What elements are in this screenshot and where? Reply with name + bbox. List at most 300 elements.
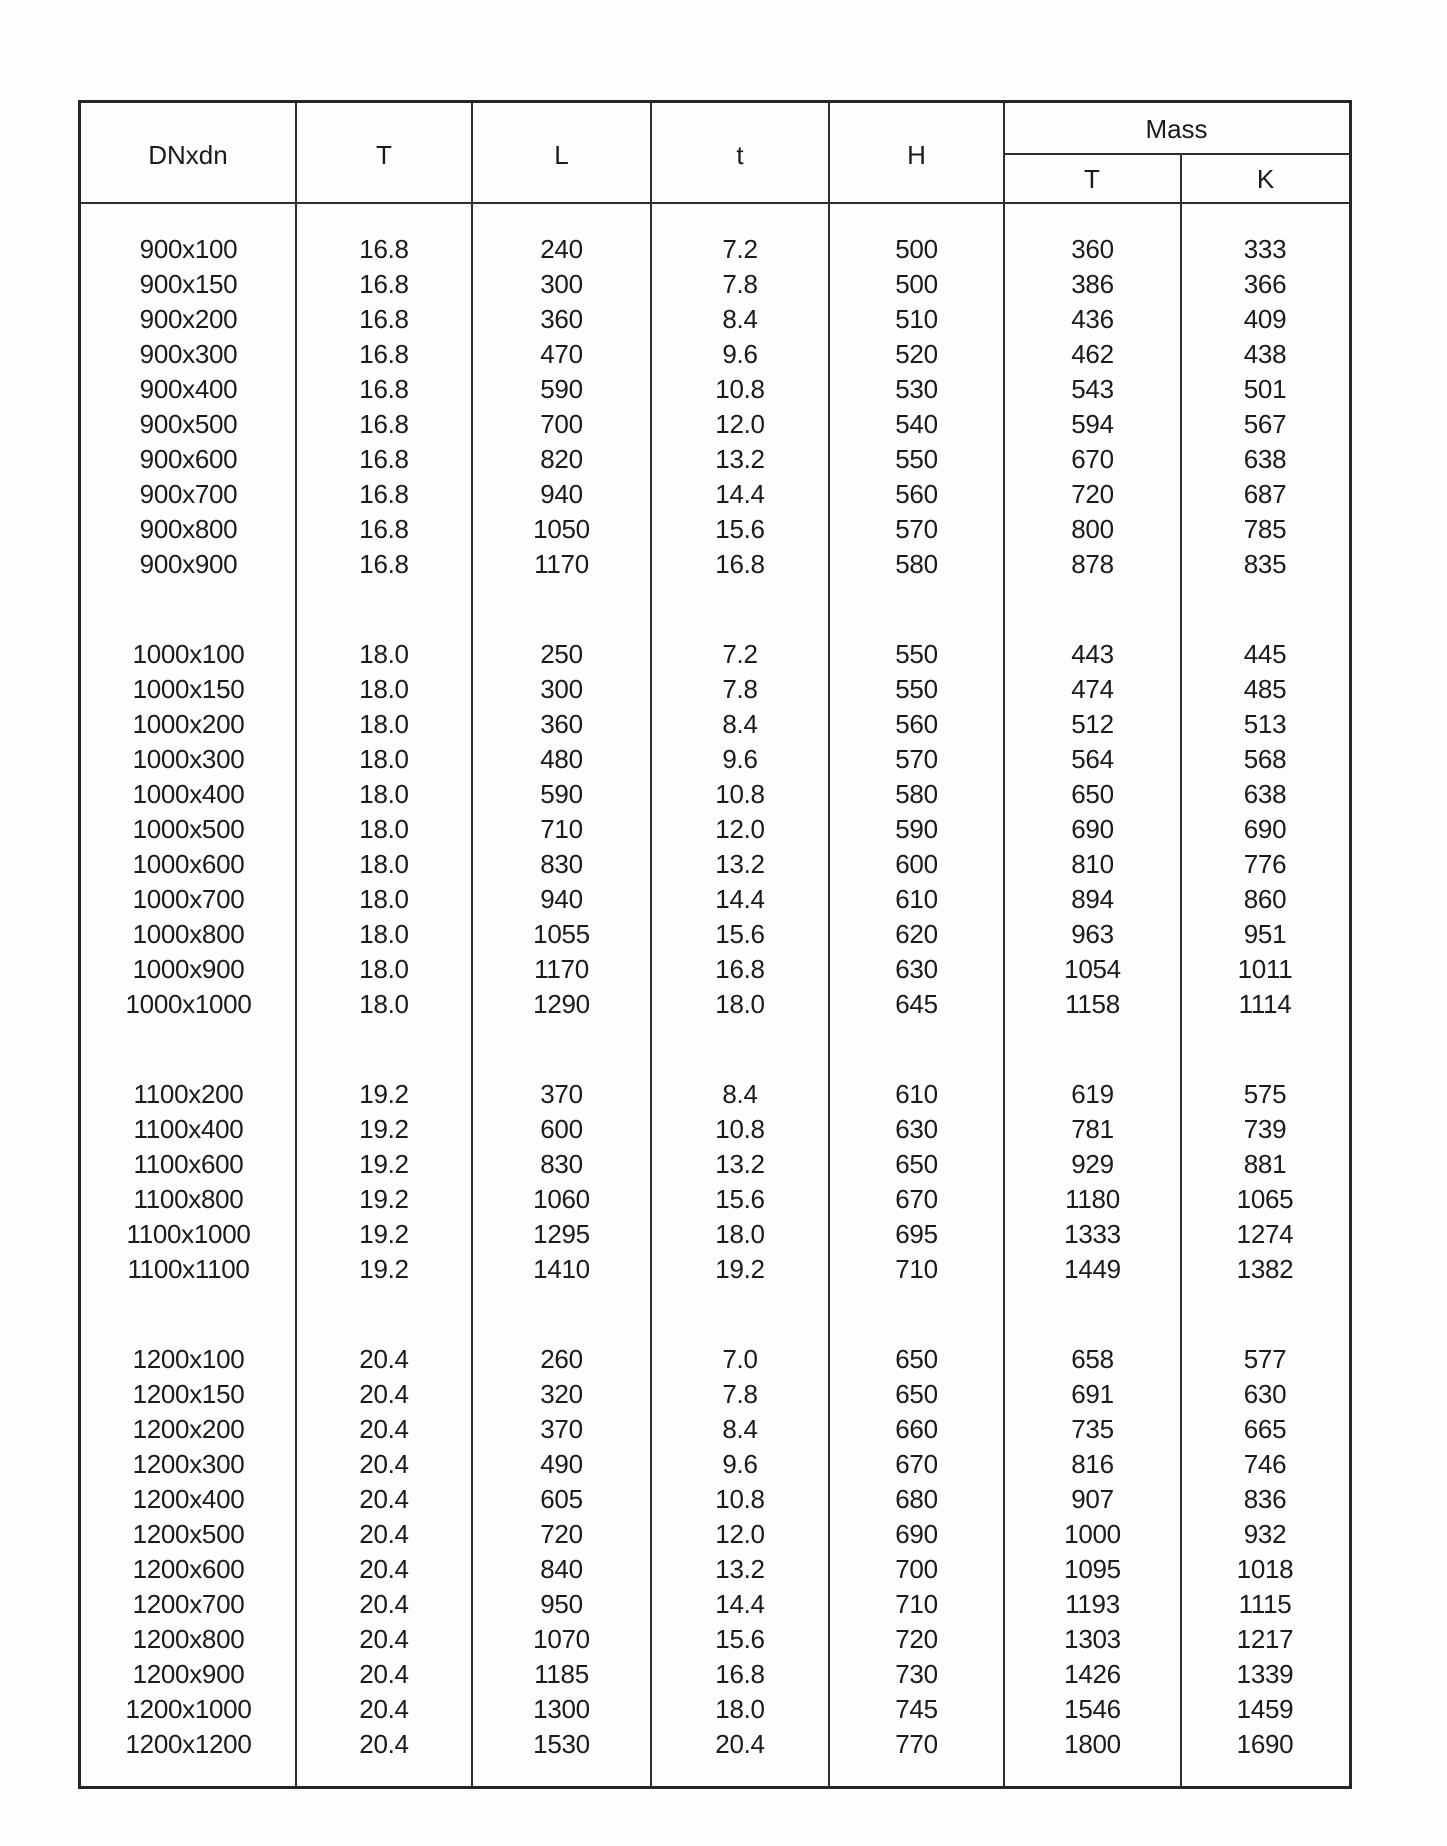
table-body <box>81 204 1349 1786</box>
table-cell: 19.2 <box>359 1079 409 1109</box>
table-cell: 900x500 <box>139 409 238 439</box>
table-cell: 1300 <box>533 1694 590 1724</box>
table-cell: 690 <box>1071 814 1114 844</box>
table-cell: 13.2 <box>715 444 765 474</box>
table-cell: 630 <box>1243 1379 1287 1409</box>
table-cell: 370 <box>540 1414 583 1444</box>
table-cell: 12.0 <box>715 814 765 844</box>
table-cell: 900x150 <box>139 269 238 299</box>
table-cell: 836 <box>1243 1484 1287 1514</box>
table-cell: 638 <box>1243 779 1287 809</box>
dimensions-table <box>78 100 1352 1789</box>
table-cell: 16.8 <box>359 444 409 474</box>
table-cell: 19.2 <box>359 1219 409 1249</box>
table-cell: 20.4 <box>359 1554 409 1584</box>
table-cell: 1274 <box>1236 1219 1294 1249</box>
table-cell: 564 <box>1071 744 1114 774</box>
table-cell: 20.4 <box>359 1519 409 1549</box>
table-cell: 8.4 <box>722 709 758 739</box>
table-row <box>81 1112 1349 1147</box>
header-dnxdn: DNxdn <box>148 140 228 170</box>
table-cell: 520 <box>895 339 938 369</box>
table-cell: 320 <box>540 1379 583 1409</box>
table-cell: 1100x800 <box>133 1184 244 1214</box>
table-cell: 580 <box>895 549 938 579</box>
table-cell: 1170 <box>534 549 589 579</box>
table-cell: 550 <box>895 444 938 474</box>
table-cell: 20.4 <box>359 1659 409 1689</box>
table-row <box>81 1182 1349 1217</box>
table-cell: 7.2 <box>722 234 758 264</box>
table-cell: 19.2 <box>359 1149 409 1179</box>
table-cell: 735 <box>1071 1414 1114 1444</box>
table-cell: 900x100 <box>139 234 238 264</box>
table-cell: 620 <box>895 919 938 949</box>
table-cell: 745 <box>895 1694 938 1724</box>
table-cell: 1546 <box>1064 1694 1121 1724</box>
table-cell: 1000x900 <box>132 954 245 984</box>
table-row <box>81 337 1349 372</box>
table-row <box>81 512 1349 547</box>
table-row <box>81 1252 1349 1287</box>
table-cell: 894 <box>1071 884 1114 914</box>
table-cell: 20.4 <box>359 1624 409 1654</box>
table-cell: 20.4 <box>359 1379 409 1409</box>
table-cell: 18.0 <box>359 919 409 949</box>
table-cell: 18.0 <box>359 674 409 704</box>
table-cell: 670 <box>895 1449 938 1479</box>
mass-header-divider <box>1004 153 1349 155</box>
table-cell: 8.4 <box>722 304 758 334</box>
table-cell: 10.8 <box>715 1484 765 1514</box>
table-cell: 550 <box>895 639 938 669</box>
table-cell: 660 <box>895 1414 938 1444</box>
table-cell: 480 <box>540 744 583 774</box>
table-cell: 900x200 <box>139 304 238 334</box>
table-cell: 485 <box>1243 674 1287 704</box>
table-cell: 1290 <box>533 989 590 1019</box>
table-cell: 500 <box>895 234 938 264</box>
table-row <box>81 917 1349 952</box>
table-cell: 940 <box>540 884 583 914</box>
table-cell: 474 <box>1071 674 1114 704</box>
table-cell: 13.2 <box>715 1149 765 1179</box>
table-cell: 10.8 <box>715 779 765 809</box>
table-cell: 18.0 <box>359 639 409 669</box>
table-cell: 15.6 <box>715 1184 765 1214</box>
table-cell: 14.4 <box>715 1589 765 1619</box>
table-cell: 810 <box>1071 849 1114 879</box>
table-cell: 15.6 <box>715 514 765 544</box>
group-gap <box>81 1287 1349 1342</box>
table-cell: 438 <box>1243 339 1287 369</box>
table-row <box>81 302 1349 337</box>
table-cell: 650 <box>895 1344 938 1374</box>
table-cell: 600 <box>540 1114 583 1144</box>
column-divider <box>650 103 652 1786</box>
table-cell: 8.4 <box>722 1414 758 1444</box>
table-cell: 720 <box>1071 479 1114 509</box>
table-cell: 10.8 <box>715 374 765 404</box>
table-cell: 20.4 <box>359 1729 409 1759</box>
table-cell: 18.0 <box>359 779 409 809</box>
table-cell: 19.2 <box>359 1114 409 1144</box>
table-cell: 1000x200 <box>132 709 245 739</box>
header-mass-t: T <box>1084 164 1100 194</box>
table-cell: 1170 <box>534 954 589 984</box>
table-cell: 680 <box>895 1484 938 1514</box>
table-cell: 932 <box>1243 1519 1287 1549</box>
table-row <box>81 1217 1349 1252</box>
table-cell: 1690 <box>1236 1729 1294 1759</box>
table-cell: 7.0 <box>722 1344 758 1374</box>
table-cell: 1100x1000 <box>126 1219 251 1249</box>
group-gap <box>81 1022 1349 1077</box>
table-row <box>81 1412 1349 1447</box>
table-cell: 630 <box>895 954 938 984</box>
table-cell: 1055 <box>533 919 590 949</box>
table-cell: 1095 <box>1064 1554 1121 1584</box>
table-cell: 710 <box>540 814 583 844</box>
table-cell: 18.0 <box>359 814 409 844</box>
table-cell: 333 <box>1243 234 1287 264</box>
table-cell: 300 <box>540 674 583 704</box>
table-cell: 1100x400 <box>133 1114 244 1144</box>
table-cell: 250 <box>540 639 583 669</box>
table-cell: 781 <box>1071 1114 1114 1144</box>
table-cell: 510 <box>895 304 938 334</box>
table-cell: 570 <box>895 514 938 544</box>
table-cell: 18.0 <box>359 709 409 739</box>
table-row <box>81 777 1349 812</box>
table-row <box>81 1692 1349 1727</box>
table-cell: 1100x1100 <box>127 1254 250 1284</box>
table-cell: 650 <box>1071 779 1114 809</box>
table-cell: 730 <box>895 1659 938 1689</box>
table-cell: 16.8 <box>359 234 409 264</box>
table-cell: 7.8 <box>722 269 758 299</box>
mass-sub-divider <box>1180 153 1182 1786</box>
header-mass-k: K <box>1256 164 1275 194</box>
table-cell: 830 <box>540 1149 583 1179</box>
table-cell: 570 <box>895 744 938 774</box>
header-l: L <box>554 140 569 170</box>
table-cell: 16.8 <box>359 339 409 369</box>
table-cell: 1800 <box>1064 1729 1121 1759</box>
table-row <box>81 1587 1349 1622</box>
table-cell: 1000x400 <box>132 779 245 809</box>
table-row <box>81 952 1349 987</box>
table-cell: 462 <box>1071 339 1114 369</box>
table-row <box>81 1727 1349 1762</box>
table-cell: 670 <box>895 1184 938 1214</box>
table-cell: 530 <box>895 374 938 404</box>
table-row <box>81 1077 1349 1112</box>
table-cell: 7.8 <box>722 1379 758 1409</box>
table-cell: 20.4 <box>715 1729 765 1759</box>
table-cell: 860 <box>1243 884 1287 914</box>
table-row <box>81 232 1349 267</box>
table-cell: 18.0 <box>715 1694 765 1724</box>
table-cell: 900x600 <box>139 444 238 474</box>
table-cell: 19.2 <box>715 1254 765 1284</box>
table-cell: 1200x600 <box>132 1554 245 1584</box>
table-row <box>81 1147 1349 1182</box>
table-cell: 1114 <box>1238 989 1292 1019</box>
table-cell: 1018 <box>1236 1554 1294 1584</box>
table-cell: 951 <box>1243 919 1287 949</box>
table-cell: 650 <box>895 1149 938 1179</box>
table-cell: 700 <box>540 409 583 439</box>
header-bottom-divider <box>81 202 1349 204</box>
table-cell: 830 <box>540 849 583 879</box>
table-cell: 1000x150 <box>132 674 245 704</box>
table-cell: 12.0 <box>715 1519 765 1549</box>
table-row <box>81 267 1349 302</box>
table-cell: 240 <box>540 234 583 264</box>
table-cell: 18.0 <box>359 884 409 914</box>
table-cell: 20.4 <box>359 1414 409 1444</box>
table-cell: 650 <box>895 1379 938 1409</box>
table-cell: 1200x500 <box>132 1519 245 1549</box>
table-cell: 20.4 <box>359 1484 409 1514</box>
table-cell: 18.0 <box>359 849 409 879</box>
table-cell: 513 <box>1243 709 1287 739</box>
table-row <box>81 987 1349 1022</box>
table-row <box>81 1447 1349 1482</box>
table-cell: 720 <box>895 1624 938 1654</box>
table-cell: 16.8 <box>359 304 409 334</box>
table-cell: 710 <box>895 1589 938 1619</box>
table-cell: 785 <box>1243 514 1287 544</box>
table-cell: 746 <box>1243 1449 1287 1479</box>
table-cell: 1050 <box>533 514 590 544</box>
table-row <box>81 1657 1349 1692</box>
column-divider <box>828 103 830 1786</box>
table-cell: 1000x500 <box>132 814 245 844</box>
table-cell: 360 <box>540 709 583 739</box>
table-cell: 260 <box>540 1344 583 1374</box>
table-row <box>81 547 1349 582</box>
table-cell: 610 <box>895 1079 938 1109</box>
table-cell: 1054 <box>1064 954 1121 984</box>
table-cell: 594 <box>1071 409 1114 439</box>
table-cell: 687 <box>1243 479 1287 509</box>
table-row <box>81 1552 1349 1587</box>
table-cell: 1180 <box>1065 1184 1120 1214</box>
table-cell: 577 <box>1243 1344 1287 1374</box>
table-cell: 878 <box>1071 549 1114 579</box>
table-cell: 18.0 <box>359 989 409 1019</box>
table-row <box>81 812 1349 847</box>
table-cell: 1185 <box>534 1659 589 1689</box>
table-cell: 16.8 <box>359 374 409 404</box>
table-cell: 7.8 <box>722 674 758 704</box>
table-row <box>81 1517 1349 1552</box>
table-cell: 776 <box>1243 849 1287 879</box>
table-cell: 950 <box>540 1589 583 1619</box>
table-cell: 19.2 <box>359 1184 409 1214</box>
table-cell: 443 <box>1071 639 1114 669</box>
table-cell: 590 <box>895 814 938 844</box>
table-cell: 560 <box>895 479 938 509</box>
column-divider <box>1003 103 1005 1786</box>
table-cell: 543 <box>1071 374 1114 404</box>
table-cell: 18.0 <box>359 954 409 984</box>
table-cell: 1333 <box>1064 1219 1121 1249</box>
table-cell: 710 <box>895 1254 938 1284</box>
table-cell: 18.0 <box>715 989 765 1019</box>
table-cell: 490 <box>540 1449 583 1479</box>
table-cell: 590 <box>540 374 583 404</box>
table-cell: 1000x700 <box>132 884 245 914</box>
table-cell: 1158 <box>1065 989 1120 1019</box>
table-cell: 16.8 <box>715 954 765 984</box>
table-cell: 1200x900 <box>132 1659 245 1689</box>
table-cell: 1200x300 <box>132 1449 245 1479</box>
table-cell: 900x700 <box>139 479 238 509</box>
table-row <box>81 372 1349 407</box>
table-cell: 1200x700 <box>132 1589 245 1619</box>
table-cell: 8.4 <box>722 1079 758 1109</box>
table-cell: 9.6 <box>722 1449 758 1479</box>
column-divider <box>295 103 297 1786</box>
table-row <box>81 1482 1349 1517</box>
table-cell: 610 <box>895 884 938 914</box>
table-row <box>81 882 1349 917</box>
table-cell: 900x300 <box>139 339 238 369</box>
header-t-lower: t <box>736 140 744 170</box>
table-cell: 1000 <box>1064 1519 1121 1549</box>
table-cell: 1065 <box>1236 1184 1294 1214</box>
table-cell: 739 <box>1243 1114 1287 1144</box>
table-cell: 366 <box>1243 269 1287 299</box>
table-cell: 929 <box>1071 1149 1114 1179</box>
table-cell: 700 <box>895 1554 938 1584</box>
table-cell: 1410 <box>533 1254 590 1284</box>
table-cell: 9.6 <box>722 339 758 369</box>
table-cell: 695 <box>895 1219 938 1249</box>
table-cell: 409 <box>1243 304 1287 334</box>
table-cell: 16.8 <box>359 479 409 509</box>
table-cell: 720 <box>540 1519 583 1549</box>
table-cell: 1200x100 <box>132 1344 245 1374</box>
table-cell: 501 <box>1243 374 1287 404</box>
column-divider <box>471 103 473 1786</box>
table-cell: 1295 <box>533 1219 590 1249</box>
table-cell: 15.6 <box>715 919 765 949</box>
table-cell: 512 <box>1071 709 1114 739</box>
table-cell: 1217 <box>1236 1624 1294 1654</box>
group-gap <box>81 582 1349 637</box>
table-cell: 665 <box>1243 1414 1287 1444</box>
table-cell: 1200x1000 <box>125 1694 252 1724</box>
table-cell: 436 <box>1071 304 1114 334</box>
table-cell: 20.4 <box>359 1449 409 1479</box>
table-cell: 820 <box>540 444 583 474</box>
table-cell: 16.8 <box>359 514 409 544</box>
table-cell: 16.8 <box>715 1659 765 1689</box>
table-cell: 10.8 <box>715 1114 765 1144</box>
table-cell: 770 <box>895 1729 938 1759</box>
header-mass: Mass <box>1145 114 1208 144</box>
table-cell: 881 <box>1243 1149 1287 1179</box>
table-cell: 1000x600 <box>132 849 245 879</box>
table-row <box>81 477 1349 512</box>
table-row <box>81 1622 1349 1657</box>
table-cell: 300 <box>540 269 583 299</box>
table-row <box>81 1377 1349 1412</box>
table-cell: 13.2 <box>715 849 765 879</box>
table-cell: 1100x600 <box>133 1149 244 1179</box>
table-cell: 800 <box>1071 514 1114 544</box>
table-cell: 567 <box>1243 409 1287 439</box>
table-cell: 470 <box>540 339 583 369</box>
table-cell: 18.0 <box>359 744 409 774</box>
table-cell: 550 <box>895 674 938 704</box>
table-cell: 370 <box>540 1079 583 1109</box>
table-cell: 840 <box>540 1554 583 1584</box>
table-cell: 1530 <box>533 1729 590 1759</box>
table-cell: 19.2 <box>359 1254 409 1284</box>
table-cell: 12.0 <box>715 409 765 439</box>
table-row <box>81 742 1349 777</box>
table-cell: 18.0 <box>715 1219 765 1249</box>
table-cell: 1382 <box>1236 1254 1294 1284</box>
table-cell: 15.6 <box>715 1624 765 1654</box>
table-cell: 1339 <box>1236 1659 1294 1689</box>
table-row <box>81 707 1349 742</box>
table-cell: 1000x300 <box>132 744 245 774</box>
table-cell: 16.8 <box>715 549 765 579</box>
table-cell: 1000x800 <box>132 919 245 949</box>
table-cell: 1115 <box>1238 1589 1292 1619</box>
table-cell: 7.2 <box>722 639 758 669</box>
table-cell: 1070 <box>533 1624 590 1654</box>
table-cell: 14.4 <box>715 479 765 509</box>
table-cell: 9.6 <box>722 744 758 774</box>
table-cell: 1200x200 <box>132 1414 245 1444</box>
table-cell: 1193 <box>1065 1589 1120 1619</box>
table-cell: 540 <box>895 409 938 439</box>
table-cell: 940 <box>540 479 583 509</box>
table-cell: 1060 <box>533 1184 590 1214</box>
table-cell: 580 <box>895 779 938 809</box>
table-cell: 386 <box>1071 269 1114 299</box>
table-cell: 1200x1200 <box>125 1729 252 1759</box>
table-cell: 16.8 <box>359 409 409 439</box>
table-cell: 900x900 <box>139 549 238 579</box>
table-cell: 900x400 <box>139 374 238 404</box>
table-cell: 16.8 <box>359 269 409 299</box>
table-cell: 605 <box>540 1484 583 1514</box>
header-h: H <box>907 140 926 170</box>
table-cell: 1449 <box>1064 1254 1121 1284</box>
table-cell: 670 <box>1071 444 1114 474</box>
table-cell: 1100x200 <box>133 1079 244 1109</box>
table-cell: 568 <box>1243 744 1287 774</box>
table-row <box>81 672 1349 707</box>
table-cell: 500 <box>895 269 938 299</box>
table-cell: 590 <box>540 779 583 809</box>
table-cell: 907 <box>1071 1484 1114 1514</box>
table-cell: 638 <box>1243 444 1287 474</box>
table-cell: 691 <box>1071 1379 1114 1409</box>
table-cell: 560 <box>895 709 938 739</box>
table-cell: 1459 <box>1236 1694 1294 1724</box>
table-cell: 1303 <box>1064 1624 1121 1654</box>
table-cell: 690 <box>1243 814 1287 844</box>
